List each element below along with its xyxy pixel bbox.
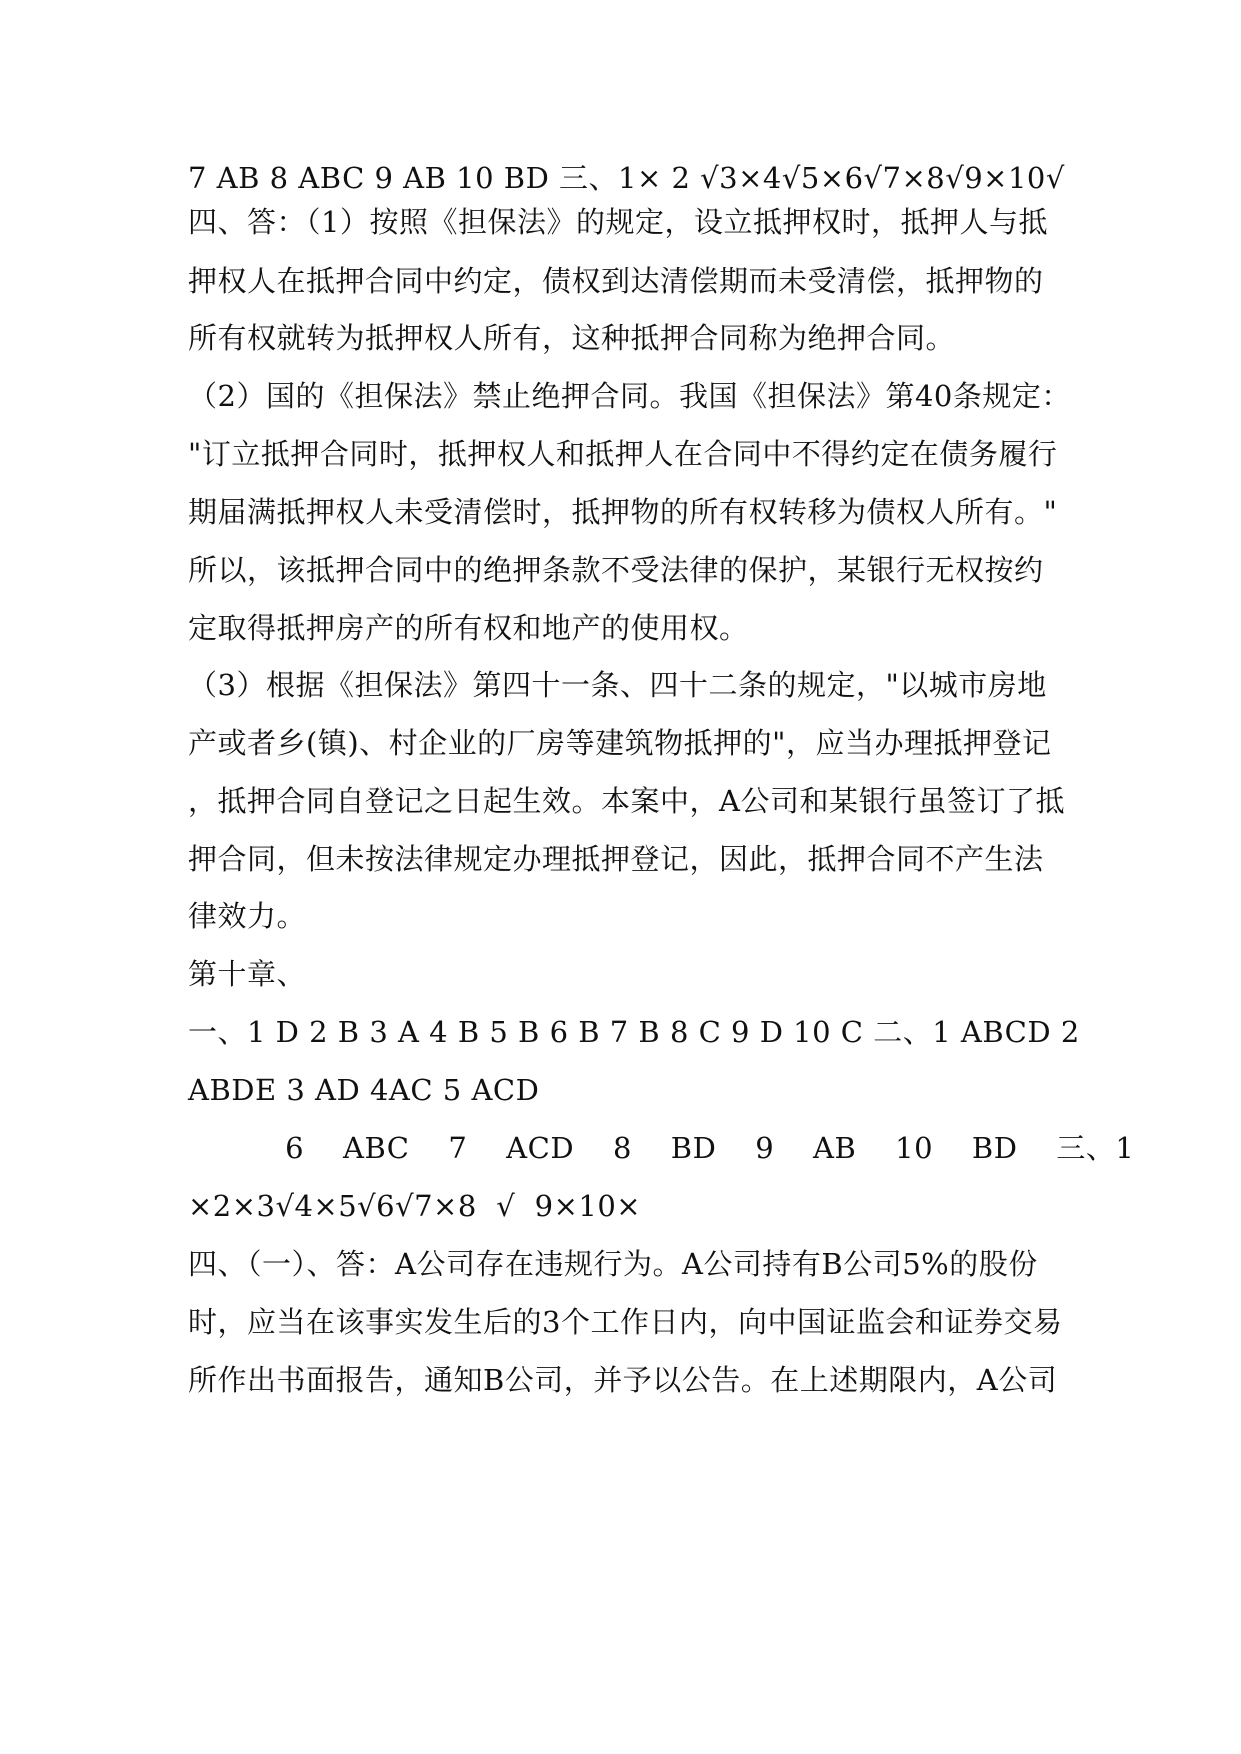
text-line: 7 AB 8 ABC 9 AB 10 BD 三、1× 2 √3×4√5×6√7×8√9×10√ [188,161,1065,195]
text-line: 6 ABC 7 ACD 8 BD 9 AB 10 BD 三、1 [188,1131,1135,1165]
text-line: 律效力。 [188,899,307,933]
section-heading: 第十章、 [188,957,307,991]
text-line: 产或者乡(镇)、村企业的厂房等建筑物抵押的"，应当办理抵押登记 [188,726,1052,760]
text-line: 四、答：（1）按照《担保法》的规定，设立抵押权时，抵押人与抵 [188,205,1048,239]
text-line: 时，应当在该事实发生后的3个工作日内，向中国证监会和证券交易 [188,1305,1063,1339]
text-line: 押权人在抵押合同中约定，债权到达清偿期而未受清偿，抵押物的 [188,264,1044,298]
text-line: ，抵押合同自登记之日起生效。本案中，A公司和某银行虽签订了抵 [188,784,1065,818]
text-line: 期届满抵押权人未受清偿时，抵押物的所有权转移为债权人所有。" [188,495,1058,529]
text-line: 所作出书面报告，通知B公司，并予以公告。在上述期限内，A公司 [188,1363,1058,1397]
text-line: 定取得抵押房产的所有权和地产的使用权。 [188,611,749,645]
text-line: 押合同，但未按法律规定办理抵押登记，因此，抵押合同不产生法 [188,842,1044,876]
text-line: ABDE 3 AD 4AC 5 ACD [188,1073,540,1107]
text-line: 一、1 D 2 B 3 A 4 B 5 B 6 B 7 B 8 C 9 D 10 C 二、1 ABCD 2 [188,1015,1080,1049]
text-line: ×2×3√4×5√6√7×8 √ 9×10× [188,1189,642,1223]
text-line: 所以，该抵押合同中的绝押条款不受法律的保护，某银行无权按约 [188,553,1044,587]
text-line: （3）根据《担保法》第四十一条、四十二条的规定，"以城市房地 [188,668,1047,702]
text-line: （2）国的《担保法》禁止绝押合同。我国《担保法》第40条规定： [188,379,1071,413]
text-line: 所有权就转为抵押权人所有，这种抵押合同称为绝押合同。 [188,321,956,355]
text-line: "订立抵押合同时，抵押权人和抵押人在合同中不得约定在债务履行 [188,437,1058,471]
text-line: 四、（一）、答：A公司存在违规行为。A公司持有B公司5%的股份 [188,1247,1038,1281]
